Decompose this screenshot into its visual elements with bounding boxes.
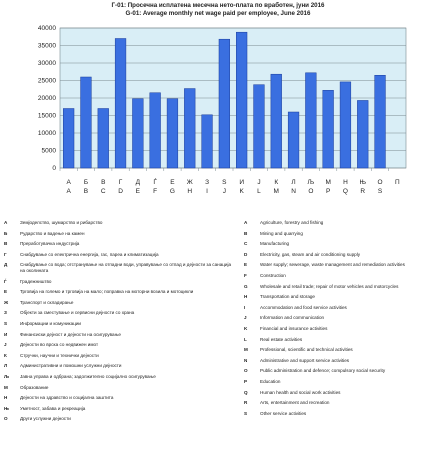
x-tick-label-mk: З	[205, 179, 210, 186]
legend-text: Mining and quarrying	[260, 230, 303, 236]
legend-text: Јавна управа и одбрана; задолжително социјално осигурување	[20, 373, 156, 379]
legend-text: Real estate activities	[260, 336, 303, 342]
x-tick-label-en: N	[291, 188, 296, 195]
legend-text: Образование	[20, 384, 49, 390]
legend-item-mk	[4, 363, 236, 369]
x-tick-label-en: S	[377, 188, 383, 195]
bar-chart	[0, 20, 436, 210]
legend-code: Г	[4, 251, 7, 257]
legend-code: Ѕ	[4, 320, 8, 326]
legend-code: Ж	[4, 299, 9, 305]
legend-text: Manufacturing	[260, 241, 290, 247]
legend-code: D	[244, 251, 248, 257]
legend-text: Information and communication	[260, 315, 325, 321]
x-tick-label-mk: А	[66, 179, 71, 186]
legend-code: K	[244, 325, 248, 331]
x-tick-label-mk: Њ	[359, 179, 367, 186]
bar	[219, 39, 230, 168]
legend-text: Информации и комуникации	[20, 320, 81, 326]
legend-code: B	[244, 230, 248, 236]
bar	[202, 115, 213, 168]
legend-item-mk	[4, 231, 236, 237]
x-tick-label-mk: Ж	[186, 179, 193, 186]
legend-text: Уметност, забава и рекреација	[20, 405, 86, 411]
legend-code: O	[244, 368, 248, 374]
x-tick-label-en: K	[239, 188, 244, 195]
legend-code: Ѓ	[4, 278, 7, 284]
legend-item-en	[244, 390, 434, 396]
y-tick-label: 15000	[37, 112, 56, 120]
legend-code: В	[4, 241, 8, 247]
legend-item-mk	[4, 300, 236, 306]
x-tick-label-mk: Г	[118, 179, 123, 186]
x-tick-label-en: Q	[342, 188, 348, 195]
x-tick-label-en: I	[206, 188, 208, 195]
legend-code: М	[4, 384, 8, 390]
legend-text: Рударство и вадење на камен	[20, 230, 85, 236]
legend-code: Ј	[4, 342, 7, 348]
legend-text: Дејности на здравство и социјална заштита	[20, 395, 114, 401]
legend-item-en	[244, 358, 434, 364]
legend-code: A	[244, 220, 248, 225]
y-tick-label: 0	[52, 165, 56, 172]
legend-item-mk	[4, 406, 236, 412]
legend-text: Transportation and storage	[260, 294, 315, 300]
legend-item-mk	[4, 279, 236, 285]
legend-code: Е	[4, 289, 8, 295]
legend-item-en	[244, 231, 434, 237]
legend-item-en	[244, 241, 434, 247]
bar	[305, 73, 316, 168]
legend-code: О	[4, 416, 8, 422]
legend-code: J	[244, 315, 247, 321]
bar	[81, 77, 92, 168]
legend-text: Снабдување со вода; отстранување на отпадни води, управување со отпад и дејности за санација на околината	[20, 262, 232, 273]
legend-item-mk	[4, 342, 236, 348]
legend-macedonian	[4, 220, 236, 427]
legend-code: Л	[4, 363, 8, 369]
legend-item-en	[244, 347, 434, 353]
bar	[63, 109, 74, 169]
bar	[184, 89, 195, 168]
legend-item-en	[244, 294, 434, 300]
bar	[357, 100, 368, 168]
legend-code: Љ	[4, 373, 10, 379]
legend-item-mk	[4, 289, 236, 295]
legend-text: Other service activities	[260, 410, 307, 416]
x-tick-label-en: P	[325, 188, 331, 195]
x-tick-label-en: O	[308, 188, 314, 195]
x-tick-label-mk: В	[101, 179, 106, 186]
legend-code: H	[244, 294, 248, 300]
legend-text: Wholesale and retail trade; repair of motor vehicles and motorcycles	[260, 283, 399, 289]
legend-item-mk	[4, 262, 236, 273]
legend-item-en	[244, 284, 434, 290]
legend-code: L	[244, 336, 247, 342]
legend-text: Земјоделство, шумарство и рибарство	[20, 220, 103, 225]
legend-code: E	[244, 262, 248, 268]
x-tick-label-en: F	[153, 188, 158, 195]
legend-item-mk	[4, 241, 236, 247]
x-tick-label-mk: Н	[343, 179, 348, 186]
legend-code: S	[244, 410, 248, 416]
y-tick-label: 40000	[37, 25, 56, 32]
bar	[254, 85, 265, 168]
legend-item-mk	[4, 252, 236, 258]
bar	[375, 75, 386, 168]
x-tick-label-en: R	[360, 188, 366, 195]
legend-code: C	[244, 241, 248, 247]
legend-text: Administrative and support service activities	[260, 357, 350, 363]
legend-code: I	[244, 304, 246, 310]
legend-code: Б	[4, 230, 8, 236]
bar	[115, 39, 126, 169]
legend-code: И	[4, 331, 8, 337]
legend-text: Water supply; sewerage, waste management and remediation activities	[260, 262, 405, 268]
legend-item-en	[244, 368, 434, 374]
legend-item-en	[244, 326, 434, 332]
x-tick-label-en: H	[187, 188, 193, 195]
legend-text: Accommodation and food service activities	[260, 304, 347, 310]
legend-item-en	[244, 305, 434, 311]
legend-text: Financial and insurance activities	[260, 325, 328, 331]
bar	[98, 109, 109, 169]
legend-text: Education	[260, 378, 281, 384]
bar	[150, 93, 161, 168]
legend-item-mk	[4, 416, 236, 422]
x-tick-label-mk: Ѕ	[222, 179, 227, 186]
bar	[288, 112, 299, 168]
legend-code: Њ	[4, 405, 9, 411]
legend-code: R	[244, 400, 248, 406]
y-tick-label: 5000	[41, 147, 56, 155]
x-tick-label-mk: О	[377, 179, 383, 186]
x-tick-label-mk: Ј	[257, 179, 261, 186]
legend-item-mk	[4, 395, 236, 401]
y-tick-label: 10000	[37, 130, 56, 137]
x-tick-label-en: C	[100, 188, 106, 195]
legend-code: З	[4, 310, 7, 316]
x-tick-label-mk: И	[239, 179, 244, 186]
x-tick-label-mk: М	[325, 179, 331, 186]
legend-code: F	[244, 272, 247, 278]
bar	[271, 74, 282, 168]
y-tick-label: 35000	[37, 42, 56, 50]
legend-text: Arts, entertainment and recreation	[260, 400, 330, 406]
legend-text: Electricity, gas, steam and air conditioning supply	[260, 251, 361, 257]
legend-item-en	[244, 379, 434, 385]
x-tick-label-mk: П	[395, 179, 400, 186]
x-tick-label-en: G	[169, 188, 175, 195]
legend-item-en	[244, 411, 434, 417]
legend-text: Снабдување со електрична енергија, гас, пареа и климатизација	[20, 251, 159, 257]
legend-text: Professional, scientific and technical activities	[260, 347, 353, 353]
legend-text: Стручни, научни и технички дејности	[20, 352, 99, 358]
legend-text: Финансиски дејност и дејности на осигурување	[20, 331, 121, 337]
x-tick-label-en: D	[118, 188, 123, 195]
legend-item-mk	[4, 353, 236, 359]
legend-item-en	[244, 337, 434, 343]
bar	[236, 32, 247, 168]
legend-item-mk	[4, 374, 236, 380]
y-tick-label: 30000	[37, 60, 56, 67]
legend-code: К	[4, 352, 7, 358]
y-tick-label: 25000	[37, 77, 56, 85]
legend-item-en	[244, 262, 434, 268]
x-tick-label-en: B	[83, 188, 89, 195]
x-tick-label-mk: К	[274, 179, 279, 186]
legend-text: Construction	[260, 272, 286, 278]
legend-text: Административни и помошни услужни дејности	[20, 363, 122, 369]
legend-code: P	[244, 378, 248, 384]
legend-code: Д	[4, 262, 8, 268]
x-tick-label-mk: Е	[170, 179, 175, 186]
legend-item-mk	[4, 321, 236, 327]
legend-code: Н	[4, 395, 8, 401]
x-tick-label-en: M	[273, 188, 279, 195]
legend-item-en	[244, 315, 434, 321]
bar	[132, 99, 143, 168]
x-tick-label-mk: Ѓ	[153, 179, 157, 186]
legend-text: Agriculture, forestry and fishing	[260, 220, 324, 225]
legend-english	[244, 220, 434, 421]
legend-item-en	[244, 252, 434, 258]
legend-code: Q	[244, 389, 248, 395]
legend-code: G	[244, 283, 248, 289]
x-tick-label-en: E	[135, 188, 141, 195]
legend-code: А	[4, 220, 8, 225]
legend-text: Други услужни дејности	[20, 416, 71, 422]
legend-item-mk	[4, 310, 236, 316]
x-tick-label-en: J	[222, 188, 226, 195]
x-tick-label-mk: Б	[83, 179, 89, 186]
legend-code: N	[244, 357, 248, 363]
legend-item-mk	[4, 332, 236, 338]
chart-title-mk: Г-01: Просечна исплатена месечна нето-плата по вработен, јуни 2016	[111, 2, 325, 9]
x-tick-label-en: A	[66, 188, 71, 195]
legend-text: Транспорт и складирање	[20, 299, 74, 305]
x-tick-label-mk: Л	[291, 179, 296, 186]
legend-item-mk	[4, 385, 236, 391]
legend-text: Human health and social work activities	[260, 389, 341, 395]
x-tick-label-mk: Љ	[307, 179, 315, 186]
legend-code: M	[244, 347, 248, 353]
legend-text: Градежништво	[20, 278, 52, 284]
legend-item-en	[244, 273, 434, 279]
legend-text: Преработувачка индустрија	[20, 241, 80, 247]
x-tick-label-mk: Д	[135, 179, 141, 186]
bar	[323, 90, 334, 168]
legend-item-mk	[4, 220, 236, 226]
legend-text: Дејности во врска со недвижен имот	[20, 342, 99, 348]
chart-title-en: G-01: Average monthly net wage paid per employee, June 2016	[125, 10, 311, 17]
x-tick-label-en: L	[257, 188, 261, 195]
bar	[167, 99, 178, 168]
y-tick-label: 20000	[37, 95, 56, 102]
legend-text: Објекти за сместување и сервисни дејности со храна	[20, 310, 135, 316]
bar	[340, 82, 351, 168]
legend-item-en	[244, 400, 434, 406]
legend-text: Public administration and defence; compulsory social security	[260, 368, 386, 374]
legend-text: Трговија на големо и трговија на мало; поправка на моторни возила и мотоцикли	[20, 289, 194, 295]
legend-item-en	[244, 220, 434, 226]
